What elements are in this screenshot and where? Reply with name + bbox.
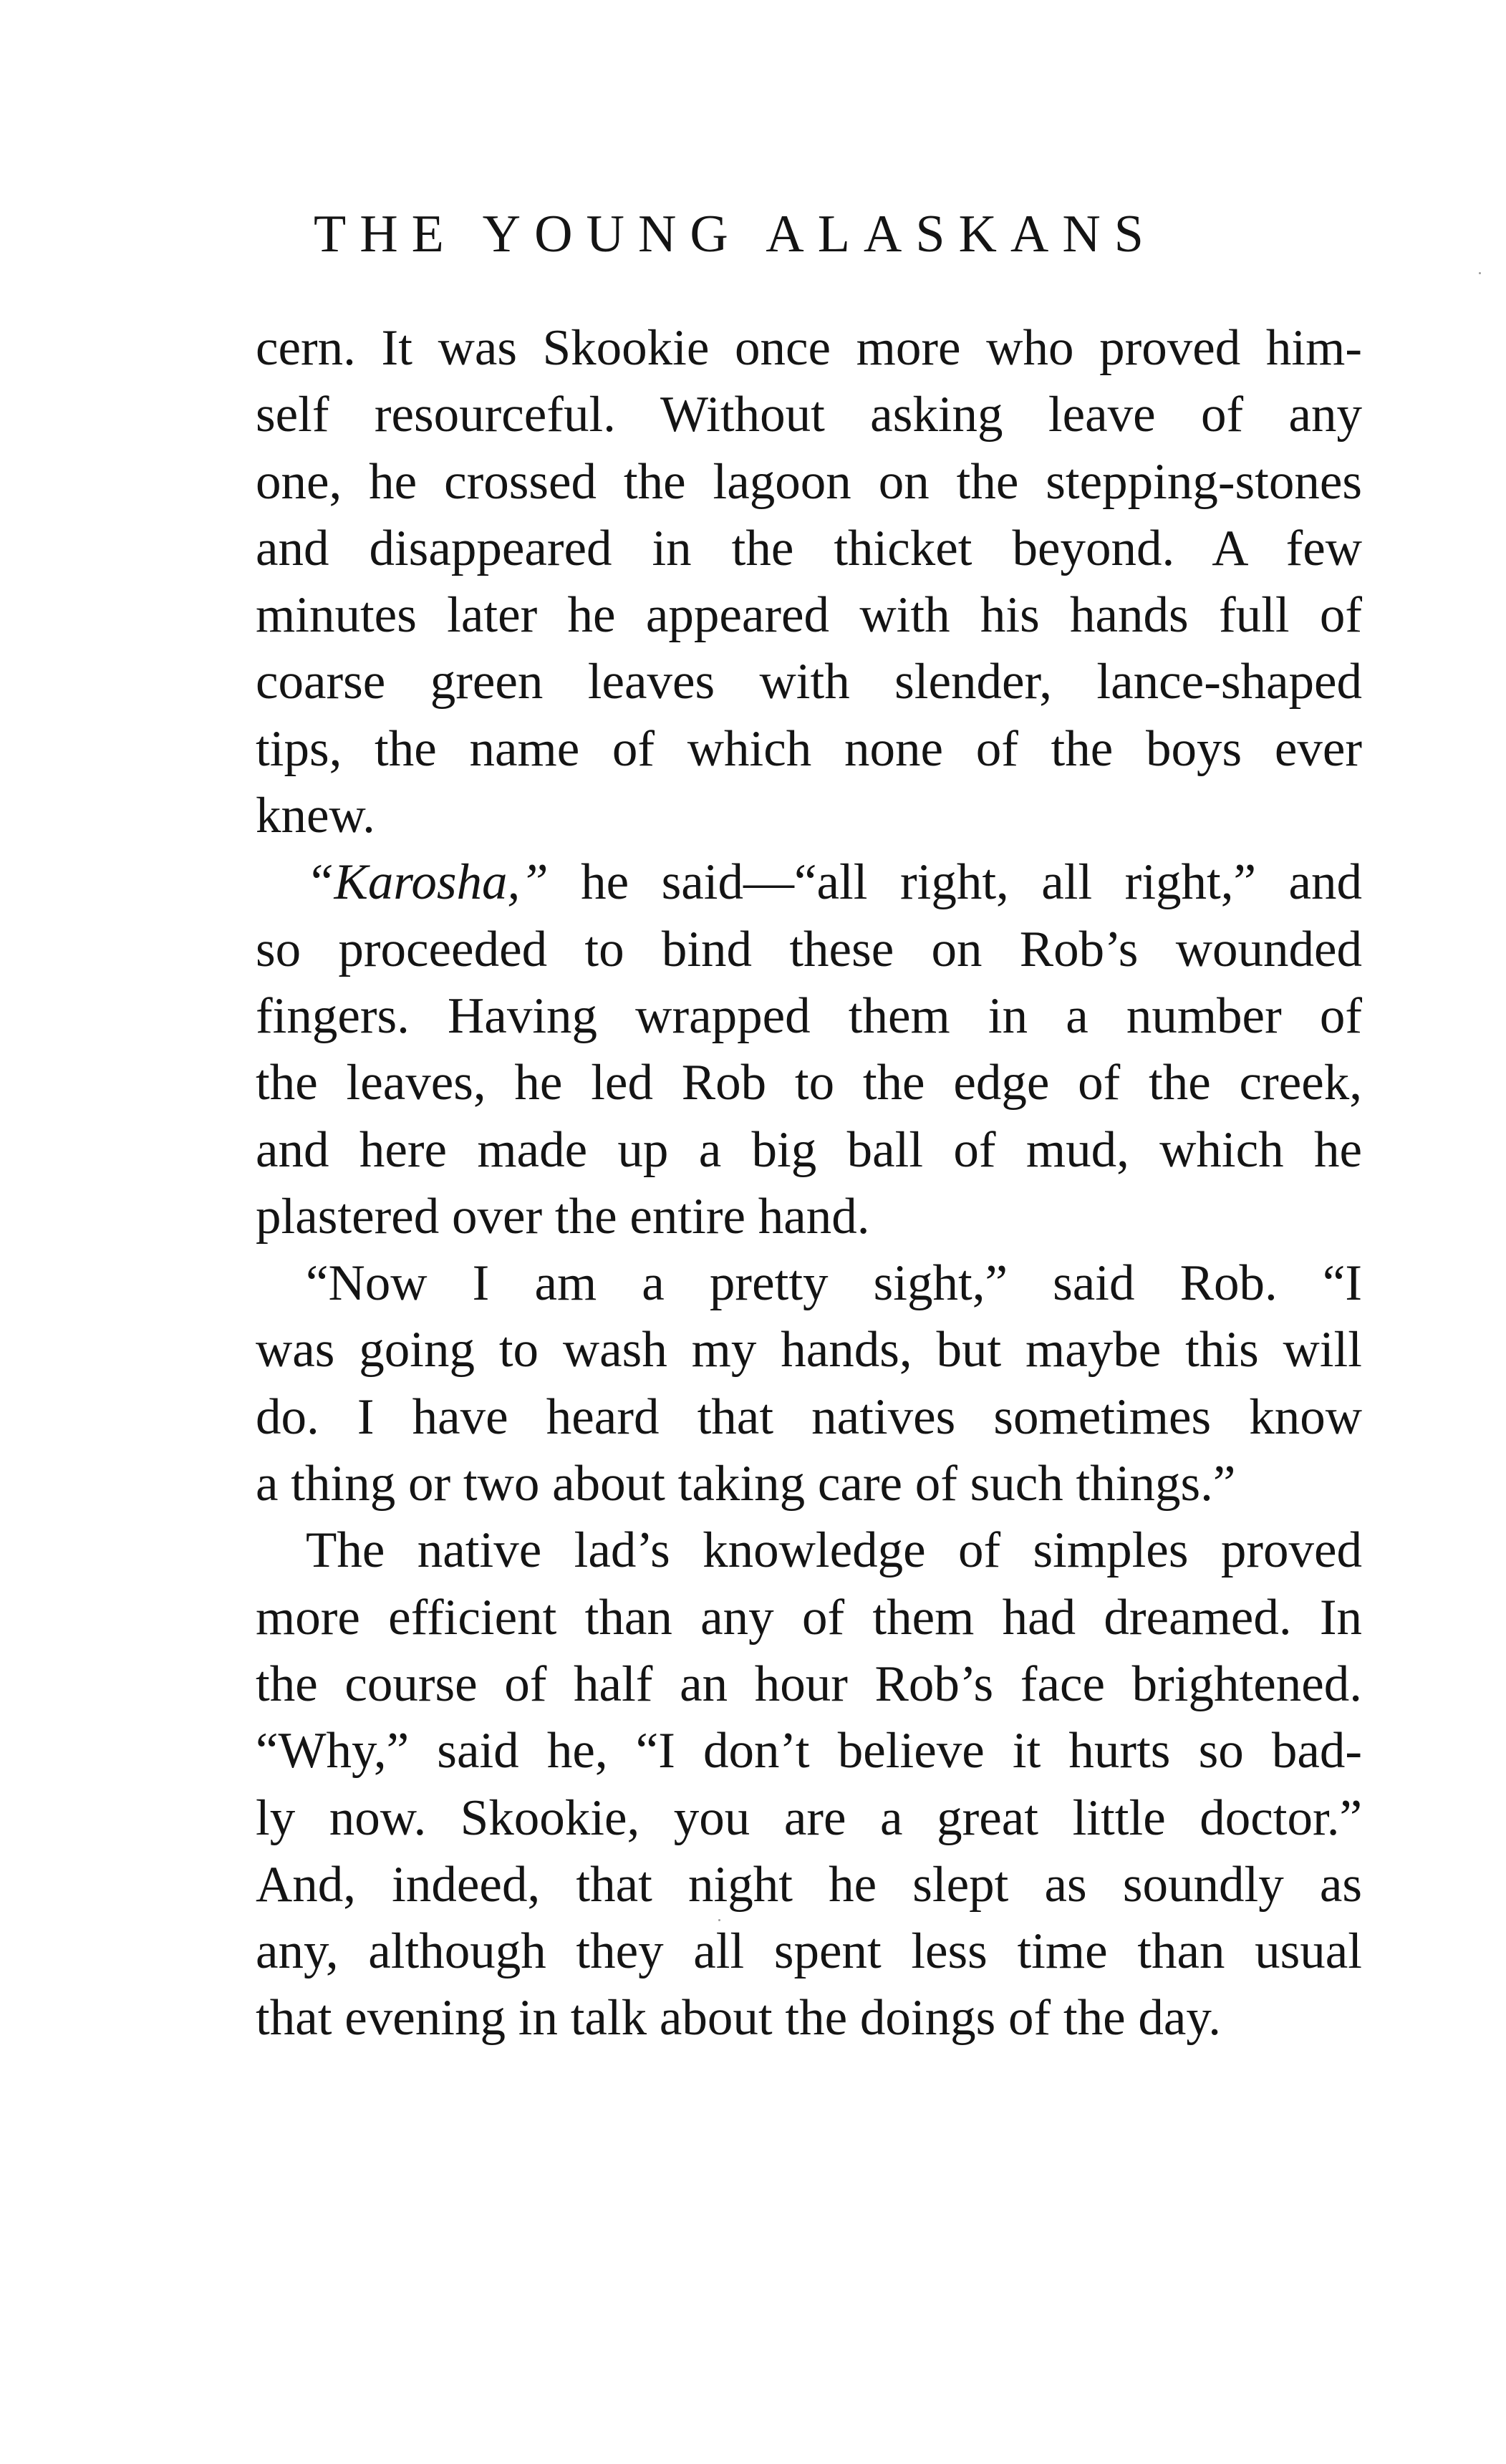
paragraph-3 xyxy=(256,1250,1362,1517)
text-line: do. I have heard that natives sometimes know xyxy=(256,1388,1362,1445)
text-line xyxy=(256,849,1362,916)
text-line: a thing or two about taking care of such things.” xyxy=(256,1456,1236,1512)
text-line: The native lad’s knowledge of simples proved xyxy=(306,1522,1362,1579)
text-line: the leaves, he led Rob to the edge of the creek, xyxy=(256,1055,1362,1111)
italic-word: “Karosha,” xyxy=(306,854,549,911)
text-line: and here made up a big ball of mud, which he xyxy=(256,1121,1362,1178)
text-line: any, although they all spent less time than usual xyxy=(256,1923,1362,1980)
paragraph-2 xyxy=(256,849,1362,1250)
text-line: that evening in talk about the doings of the day. xyxy=(256,1990,1222,2047)
paper-speck xyxy=(718,1919,720,1921)
text-line: the course of half an hour Rob’s face brightened. xyxy=(256,1656,1362,1712)
text-line: “Why,” said he, “I don’t believe it hurts so bad- xyxy=(256,1723,1362,1779)
text-line: And, indeed, that night he slept as soundly as xyxy=(256,1856,1362,1913)
text-line: knew. xyxy=(256,788,375,844)
text-line: and disappeared in the thicket beyond. A few xyxy=(256,520,1362,576)
body-text xyxy=(256,315,1362,2052)
text-line: tips, the name of which none of the boys ever xyxy=(256,720,1362,777)
text-line: minutes later he appeared with his hands full of xyxy=(256,587,1362,644)
text-line: cern. It was Skookie once more who proved him- xyxy=(256,320,1362,376)
text-run: he said—“all right, all right,” and xyxy=(548,854,1362,911)
paragraph-1 xyxy=(256,315,1362,849)
paper-speck xyxy=(1479,272,1481,274)
text-line: so proceeded to bind these on Rob’s wounded xyxy=(256,921,1362,977)
text-line: ly now. Skookie, you are a great little doctor.” xyxy=(256,1789,1362,1846)
text-line: was going to wash my hands, but maybe this will xyxy=(256,1322,1362,1378)
text-line: plastered over the entire hand. xyxy=(256,1188,870,1245)
text-line: “Now I am a pretty sight,” said Rob. “I xyxy=(306,1255,1362,1312)
running-head: THE YOUNG ALASKANS xyxy=(314,205,1157,264)
text-line: coarse green leaves with slender, lance-shaped xyxy=(256,654,1362,710)
text-line: more efficient than any of them had dreamed. In xyxy=(256,1589,1362,1646)
paragraph-4 xyxy=(256,1517,1362,2052)
text-line: self resourceful. Without asking leave of any xyxy=(256,387,1362,443)
text-line: one, he crossed the lagoon on the stepping-stones xyxy=(256,453,1362,510)
text-line: fingers. Having wrapped them in a number of xyxy=(256,987,1362,1044)
